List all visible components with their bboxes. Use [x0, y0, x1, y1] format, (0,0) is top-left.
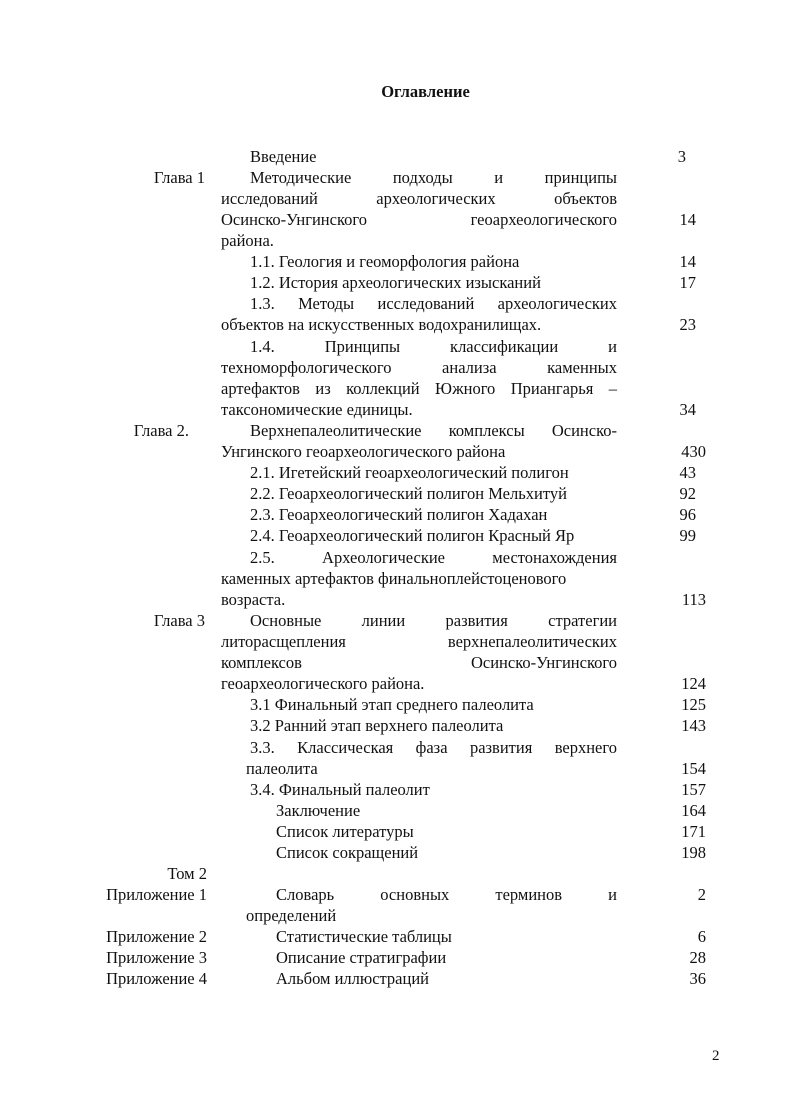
toc-page-app3: 28: [689, 948, 706, 967]
toc-entry-conclusion: Заключение: [276, 801, 361, 820]
volume-2-label: Том 2: [167, 864, 207, 883]
toc-entry-app2: Статистические таблицы: [276, 927, 452, 946]
toc-entry-ch1-line1: Методические подходы и принципы: [250, 168, 617, 187]
page-number: 2: [712, 1048, 720, 1064]
toc-entry-ch2-line1: Верхнепалеолитические комплексы Осинско-: [250, 421, 617, 440]
toc-entry-ch2-line2: Унгинского геоархеологического района: [221, 442, 506, 461]
toc-page-2-2: 92: [679, 484, 696, 503]
toc-page-3-3: 154: [681, 759, 706, 778]
toc-page-references: 171: [681, 822, 706, 841]
toc-entry-2-4: 2.4. Геоархеологический полигон Красный Яр: [250, 526, 575, 545]
toc-page-intro: 3: [677, 147, 686, 166]
toc-entry-ch3-line2: литорасщепления верхнепалеолитических: [221, 632, 617, 651]
toc-page-1-2: 17: [679, 273, 696, 292]
toc-entry-ch1-line4: района.: [221, 231, 274, 250]
toc-entry-1-1: 1.1. Геология и геоморфология района: [250, 252, 520, 271]
toc-page-app2: 6: [697, 927, 706, 946]
toc-page-ch1: 14: [679, 210, 696, 229]
toc-entry-1-3-line1: 1.3. Методы исследований археологических: [250, 294, 617, 313]
toc-page-app4: 36: [689, 969, 706, 988]
toc-page-abbreviations: 198: [681, 843, 706, 862]
toc-entry-app3: Описание стратиграфии: [276, 948, 447, 967]
toc-page-1-1: 14: [679, 252, 696, 271]
toc-page-2-1: 43: [679, 463, 696, 482]
toc-title: Оглавление: [381, 82, 470, 101]
toc-entry-1-4-line4: таксономические единицы.: [221, 400, 413, 419]
appendix-2-label: Приложение 2: [106, 927, 207, 946]
toc-entry-3-3-line1: 3.3. Классическая фаза развития верхнего: [250, 738, 617, 757]
toc-entry-app1-line2: определений: [246, 906, 337, 925]
toc-entry-2-5-line2: каменных артефактов финальноплейстоценового: [221, 569, 567, 588]
toc-entry-1-4-line2: техноморфологического анализа каменных: [221, 358, 617, 377]
toc-entry-2-1: 2.1. Игетейский геоархеологический полигон: [250, 463, 569, 482]
chapter-2-label: Глава 2.: [133, 421, 189, 440]
toc-page-3-2: 143: [681, 716, 706, 735]
toc-page-conclusion: 164: [681, 801, 706, 820]
appendix-4-label: Приложение 4: [106, 969, 207, 988]
toc-page-2-4: 99: [679, 526, 696, 545]
appendix-1-label: Приложение 1: [106, 885, 207, 904]
toc-entry-1-4-line3: артефактов из коллекций Южного Приангарья –: [221, 379, 617, 398]
toc-entry-2-5-line3: возраста.: [221, 590, 286, 609]
toc-page-1-3: 23: [679, 315, 696, 334]
toc-page-3-4: 157: [681, 780, 706, 799]
toc-entry-ch3-line4: геоархеологического района.: [221, 674, 425, 693]
toc-page-2-3: 96: [679, 505, 696, 524]
toc-page-3-1: 125: [681, 695, 706, 714]
toc-entry-2-5-line1: 2.5. Археологические местонахождения: [250, 548, 617, 567]
toc-entry-3-1: 3.1 Финальный этап среднего палеолита: [250, 695, 534, 714]
toc-entry-app1-line1: Словарь основных терминов и: [276, 885, 617, 904]
toc-entry-3-3-line2: палеолита: [246, 759, 318, 778]
toc-page-2-5: 113: [681, 590, 706, 609]
chapter-1-label: Глава 1: [153, 168, 205, 187]
toc-entry-ch3-line1: Основные линии развития стратегии: [250, 611, 617, 630]
toc-entry-intro: Введение: [250, 147, 317, 166]
appendix-3-label: Приложение 3: [106, 948, 207, 967]
toc-entry-abbreviations: Список сокращений: [276, 843, 419, 862]
toc-entry-1-3-line2: объектов на искусственных водохранилищах.: [221, 315, 542, 334]
toc-entry-1-2: 1.2. История археологических изысканий: [250, 273, 541, 292]
toc-entry-ch1-line3: Осинско-Унгинского геоархеологического: [221, 210, 617, 229]
toc-entry-3-4: 3.4. Финальный палеолит: [250, 780, 430, 799]
toc-entry-2-3: 2.3. Геоархеологический полигон Хадахан: [250, 505, 548, 524]
chapter-3-label: Глава 3: [153, 611, 205, 630]
toc-page-1-4: 34: [679, 400, 696, 419]
toc-entry-ch1-line2: исследований археологических объектов: [221, 189, 617, 208]
toc-entry-3-2: 3.2 Ранний этап верхнего палеолита: [250, 716, 504, 735]
toc-entry-2-2: 2.2. Геоархеологический полигон Мельхитуй: [250, 484, 567, 503]
toc-entry-ch3-line3: комплексов Осинско-Унгинского: [221, 653, 617, 672]
toc-page-ch2: 430: [681, 442, 706, 461]
toc-page-ch3: 124: [681, 674, 706, 693]
toc-page-app1: 2: [697, 885, 706, 904]
toc-entry-app4: Альбом иллюстраций: [276, 969, 429, 988]
toc-entry-1-4-line1: 1.4. Принципы классификации и: [250, 337, 617, 356]
toc-entry-references: Список литературы: [276, 822, 414, 841]
